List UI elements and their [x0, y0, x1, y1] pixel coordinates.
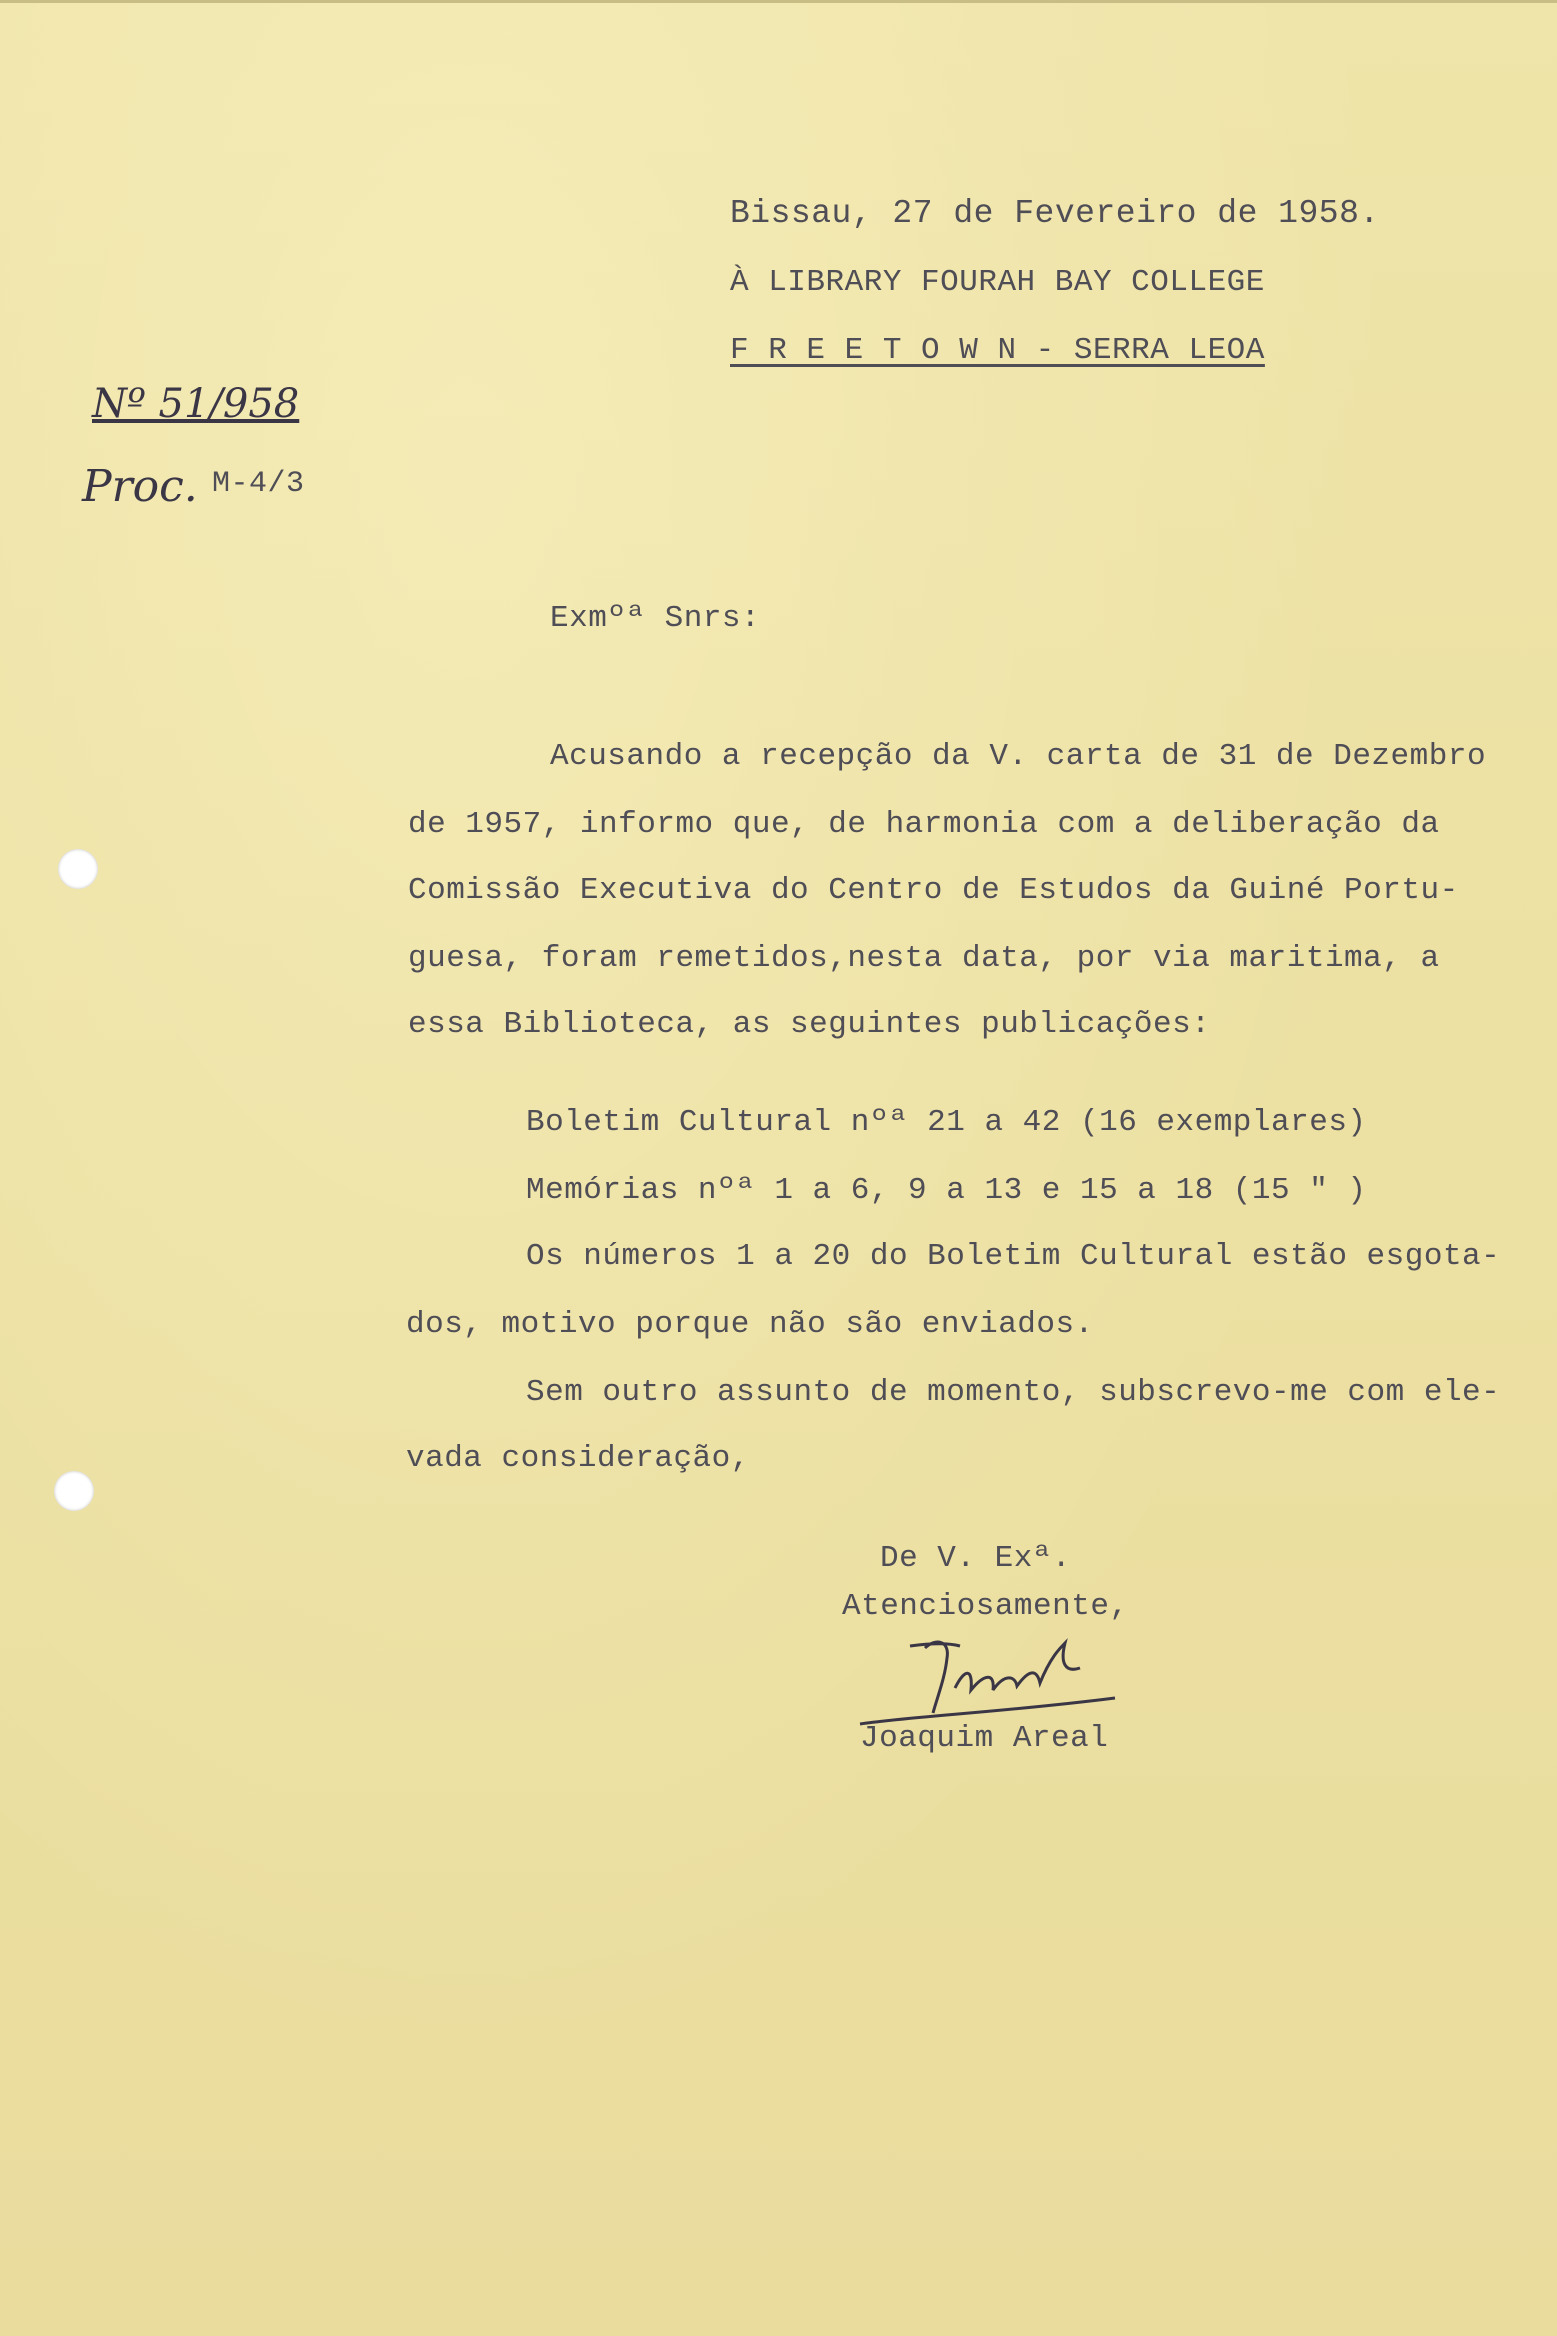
proc-value: M-4/3 — [212, 467, 305, 501]
salutation: Exmºª Snrs: — [550, 601, 761, 636]
signatory-name: Joaquim Areal — [860, 1721, 1109, 1756]
body-line: Os números 1 a 20 do Boletim Cultural estão esgota- — [526, 1239, 1501, 1274]
closing-line: De V. Exª. — [880, 1541, 1072, 1576]
closing-line: Atenciosamente, — [842, 1589, 1129, 1624]
body-line: dos, motivo porque não são enviados. — [406, 1307, 1094, 1342]
body-line: Comissão Executiva do Centro de Estudos da Guiné Portu- — [408, 873, 1459, 908]
body-line: de 1957, informo que, de harmonia com a deliberação da — [408, 807, 1440, 842]
date-line: Bissau, 27 de Fevereiro de 1958. — [730, 195, 1380, 232]
body-line: essa Biblioteca, as seguintes publicações: — [408, 1007, 1211, 1042]
punch-hole-top — [58, 849, 98, 889]
list-item: Memórias nºª 1 a 6, 9 a 13 e 15 a 18 (15 " ) — [526, 1173, 1367, 1208]
city-line: F R E E T O W N - SERRA LEOA — [730, 333, 1265, 368]
list-item: Boletim Cultural nºª 21 a 42 (16 exemplares) — [526, 1105, 1367, 1140]
body-line: guesa, foram remetidos,nesta data, por via maritima, a — [408, 941, 1440, 976]
proc-label: Proc. — [82, 461, 198, 512]
recipient-line: À LIBRARY FOURAH BAY COLLEGE — [730, 265, 1265, 300]
body-line: Acusando a recepção da V. carta de 31 de Dezembro — [550, 739, 1487, 774]
body-line: Sem outro assunto de momento, subscrevo-me com ele- — [526, 1375, 1501, 1410]
reference-number: Nº 51/958 — [92, 381, 300, 427]
body-line: vada consideração, — [406, 1441, 750, 1476]
punch-hole-bottom — [54, 1471, 94, 1511]
